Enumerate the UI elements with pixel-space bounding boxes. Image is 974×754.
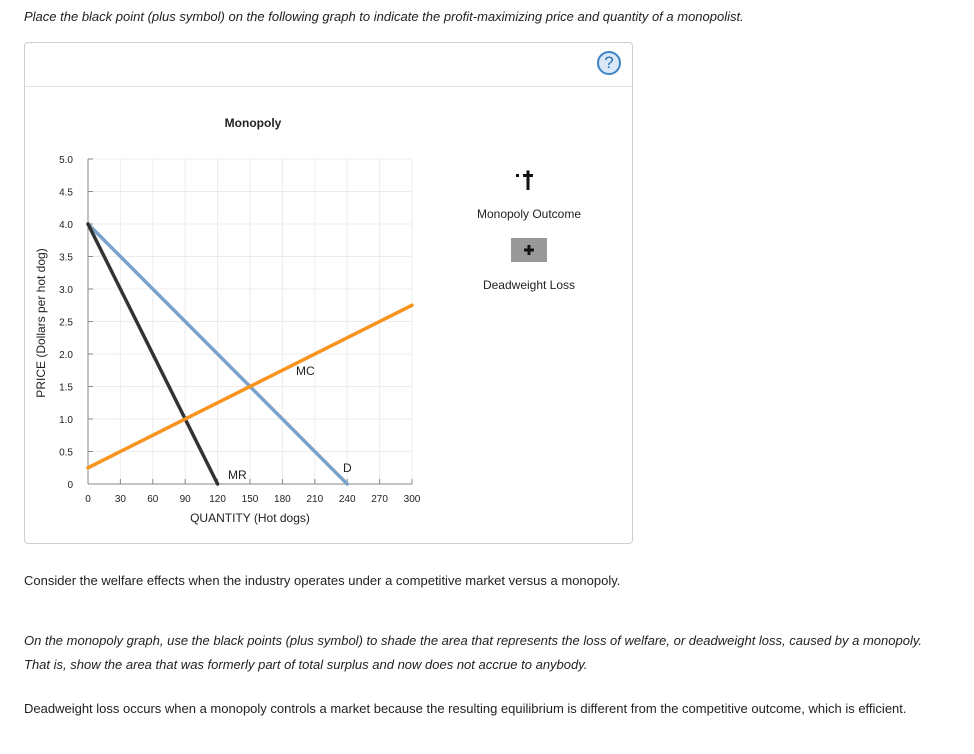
y-tick-label: 0.5: [59, 447, 73, 459]
x-tick-label: 30: [114, 494, 126, 505]
instruction-text: Place the black point (plus symbol) on the following graph to indicate the profit-maximizing price and quantity of a monopolist.: [24, 9, 744, 24]
deadweight-loss-label: Deadweight Loss: [482, 278, 576, 292]
y-tick-label: 4.5: [59, 187, 73, 199]
curve-label-mc: MC: [296, 364, 315, 378]
x-tick-label: 180: [274, 494, 291, 505]
graph-panel: [24, 42, 633, 544]
x-tick-label: 90: [179, 494, 191, 505]
curve-label-d: D: [343, 461, 352, 475]
y-tick-label: 3.5: [59, 252, 73, 264]
y-tick-label: 1.0: [59, 415, 73, 426]
deadweight-loss-tool[interactable]: [511, 238, 547, 262]
x-tick-label: 60: [147, 494, 159, 505]
paragraph-deadweight-explanation: Deadweight loss occurs when a monopoly controls a market because the resulting equilibrium is different from the competitive outcome, which is efficient.: [24, 701, 907, 716]
chart-title: Monopoly: [224, 116, 282, 130]
x-axis-label: QUANTITY (Hot dogs): [190, 511, 310, 525]
y-tick-label: 4.0: [59, 220, 73, 231]
monopoly-graph[interactable]: [25, 43, 634, 545]
plus-point-icon: [516, 171, 533, 191]
y-tick-label: 0: [67, 480, 73, 491]
x-tick-label: 210: [306, 494, 324, 505]
y-tick-label: 2.0: [59, 350, 73, 361]
y-tick-label: 3.0: [59, 285, 73, 296]
x-tick-label: 240: [338, 494, 356, 505]
monopoly-outcome-tool[interactable]: [516, 171, 533, 191]
x-tick-label: 150: [241, 494, 259, 505]
paragraph-welfare: Consider the welfare effects when the industry operates under a competitive market versus a monopoly.: [24, 573, 621, 588]
y-axis-label: PRICE (Dollars per hot dog): [34, 248, 48, 398]
x-tick-label: 300: [403, 494, 421, 505]
x-tick-label: 120: [209, 494, 226, 505]
x-tick-label: 270: [371, 494, 388, 505]
x-tick-label: 0: [85, 494, 91, 505]
monopoly-outcome-label: Monopoly Outcome: [476, 207, 582, 221]
x-ticks: [85, 479, 421, 505]
help-icon[interactable]: ?: [597, 51, 621, 75]
y-tick-label: 5.0: [59, 155, 73, 166]
paragraph-deadweight-instructions: On the monopoly graph, use the black points (plus symbol) to shade the area that represents the loss of welfare, or deadweight loss, caused by a monopoly. That is, show the area that was formerly part of total surplus and now does not accrue to anybody.: [24, 633, 922, 672]
y-tick-label: 1.5: [59, 382, 73, 394]
curve-label-mr: MR: [228, 468, 247, 482]
y-tick-label: 2.5: [59, 317, 73, 329]
